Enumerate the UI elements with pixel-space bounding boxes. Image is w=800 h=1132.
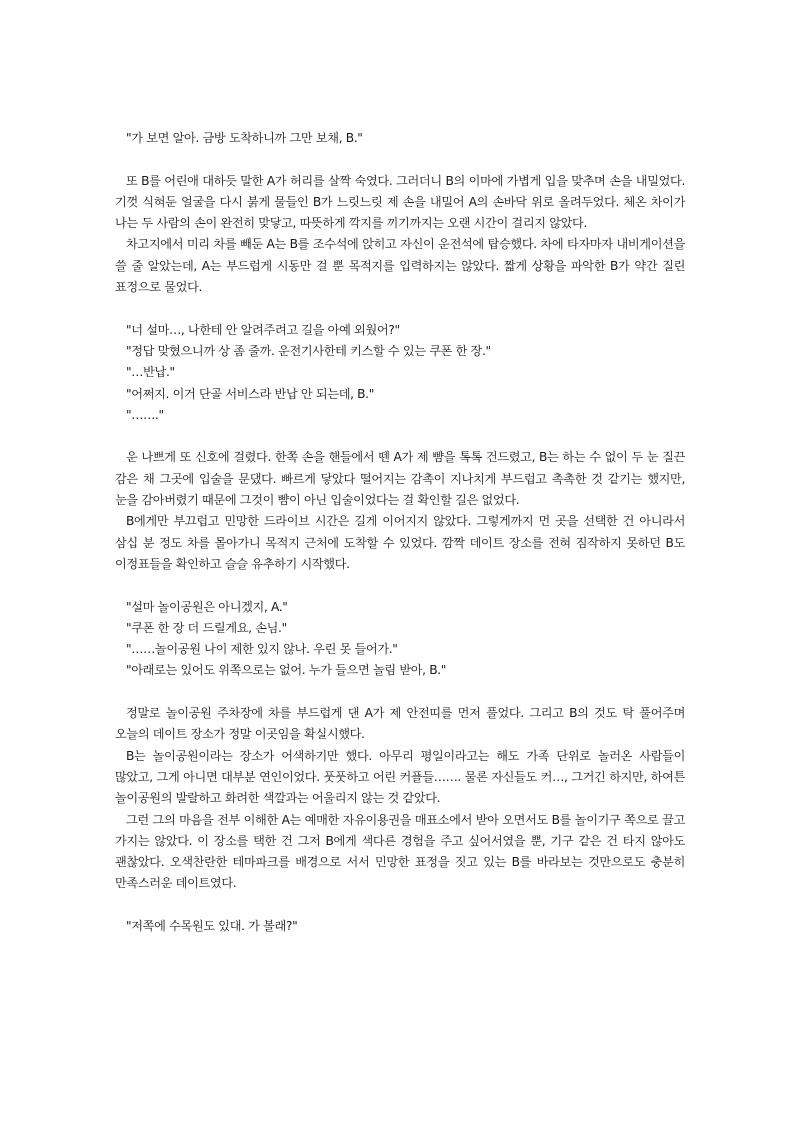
narrative-paragraph: 그런 그의 마음을 전부 이해한 A는 예매한 자유이용권을 매표소에서 받아 오면서도 B를 놀이기구 쪽으로 끌고 가지는 않았다. 이 장소를 택한 건 그저 B에게 색다른 경험을 주고 싶어서였을 뿐, 기구 같은 건 타지 않아도 괜찮았다. 오색찬란한 테마파크를 배경으로 서서 민망한 표정을 짓고 있는 B를 바라보는 것만으로도 충분히 만족스러운 데이트였다.: [115, 812, 685, 891]
dialogue-line: "정답 맞혔으니까 상 좀 줄까. 운전기사한테 키스할 수 있는 쿠폰 한 장.": [126, 343, 491, 358]
paragraph-gap: [115, 682, 685, 703]
dialogue-line: "쿠폰 한 장 더 드릴게요, 손님.": [126, 620, 287, 635]
dialogue-line: "…….": [126, 407, 164, 422]
narrative-paragraph: B에게만 부끄럽고 민망한 드라이브 시간은 길게 이어지지 않았다. 그렇게까지 먼 곳을 선택한 건 아니라서 삼십 분 정도 차를 몰아가니 목적지 근처에 도착할 수 있었다. 깜짝 데이트 장소를 전혀 짐작하지 못하던 B도 이정표들을 확인하고 슬슬 유추하기 시작했다.: [115, 514, 685, 571]
dialogue-line: "…반납.": [126, 365, 175, 380]
narrative-paragraph: 정말로 놀이공원 주차장에 차를 부드럽게 댄 A가 제 안전띠를 먼저 풀었다. 그리고 B의 것도 탁 풀어주며 오늘의 데이트 장소가 정말 이곳임을 확실시했다.: [115, 706, 685, 742]
paragraph-gap: [115, 149, 685, 170]
narrative-paragraph: B는 놀이공원이라는 장소가 어색하기만 했다. 아무리 평일이라고는 해도 가족 단위로 놀러온 사람들이 많았고, 그게 아니면 대부분 연인이었다. 풋풋하고 어린 커플들……. 물론 자신들도 커…, 그거긴 하지만, 하여튼 놀이공원의 발랄하고 화려한 색깔과는 어울리지 않는 것 같았다.: [115, 748, 685, 806]
dialogue-line: "너 설마…, 나한테 안 알려주려고 길을 아예 외웠어?": [126, 322, 400, 337]
dialogue-line: "……놀이공원 나이 제한 있지 않나. 우린 못 들어가.": [126, 642, 398, 657]
paragraph-gap: [115, 895, 685, 916]
dialogue-line: "어쩌지. 이거 단골 서비스라 반납 안 되는데, B.": [126, 386, 374, 401]
dialogue-line: "가 보면 알아. 금방 도착하니까 그만 보채, B.": [126, 131, 363, 145]
paragraph-gap: [115, 575, 685, 596]
document-body: [115, 128, 685, 937]
dialogue-line: "설마 놀이공원은 아니겠지, A.": [126, 599, 288, 614]
narrative-paragraph: 차고지에서 미리 차를 빼둔 A는 B를 조수석에 앉히고 자신이 운전석에 탑승했다. 차에 타자마자 내비게이션을 쓸 줄 알았는데, A는 부드럽게 시동만 걸 뿐 목적지를 입력하지는 않았다. 짧게 상황을 파악한 B가 약간 질린 표정으로 물었다.: [115, 237, 685, 295]
narrative-paragraph: 또 B를 어린애 대하듯 말한 A가 허리를 살짝 숙였다. 그러더니 B의 이마에 가볍게 입을 맞추며 손을 내밀었다. 기껏 식혀둔 얼굴을 다시 붉게 물들인 B가 느릿느릿 제 손을 내밀어 A의 손바닥 위로 올려두었다. 체온 차이가 나는 두 사람의 손이 완전히 맞닿고, 따뜻하게 깍지를 끼기까지는 오랜 시간이 걸리지 않았다.: [115, 173, 685, 231]
narrative-paragraph: 운 나쁘게 또 신호에 걸렸다. 한쪽 손을 핸들에서 뗀 A가 제 뺨을 톡톡 건드렸고, B는 하는 수 없이 두 눈 질끈 감은 채 그곳에 입술을 문댔다. 빠르게 닿았다 떨어지는 감촉이 지나치게 부드럽고 촉촉한 것 같기는 했지만, 눈을 감아버렸기 때문에 그것이 뺨이 아닌 입술이었다는 걸 확인할 길은 없었다.: [115, 450, 685, 508]
dialogue-line: "아래로는 있어도 위쪽으로는 없어. 누가 들으면 놀림 받아, B.": [126, 663, 447, 678]
dialogue-line: "저쪽에 수목원도 있대. 가 볼래?": [126, 918, 298, 933]
paragraph-gap: [115, 426, 685, 447]
paragraph-gap: [115, 298, 685, 319]
